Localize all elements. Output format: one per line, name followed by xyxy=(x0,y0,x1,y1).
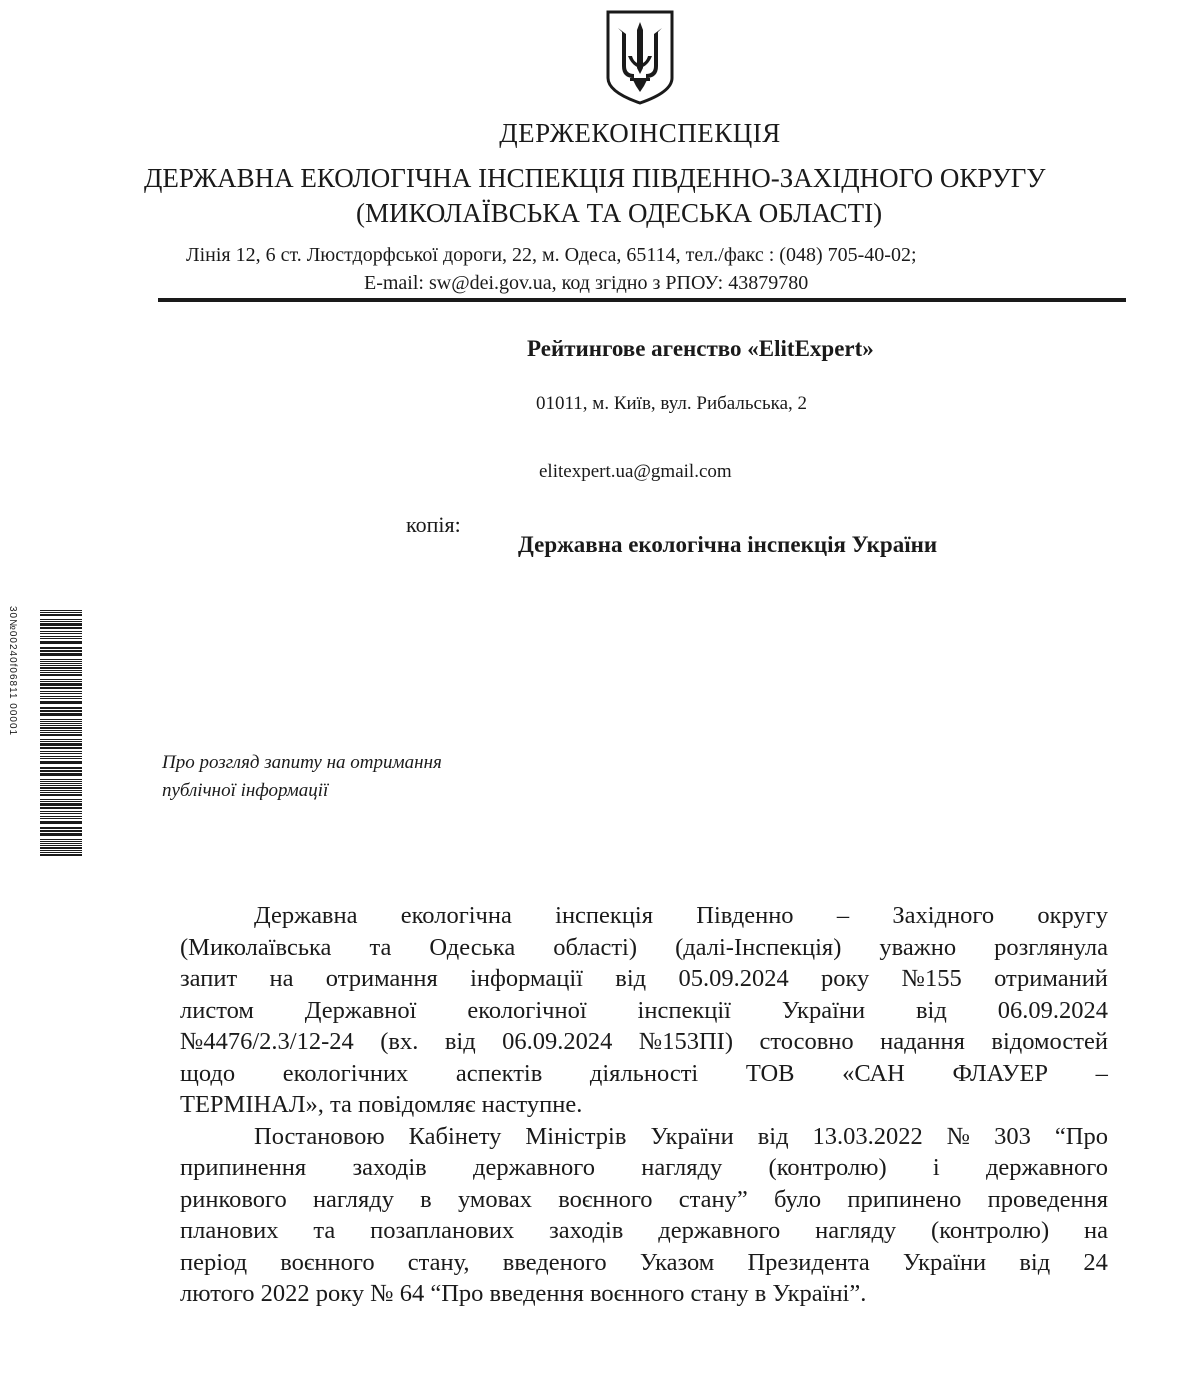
barcode-bar xyxy=(40,730,82,731)
barcode-bar xyxy=(40,683,82,686)
barcode-bar xyxy=(40,841,82,842)
barcode-bar xyxy=(40,813,82,814)
letter-subject xyxy=(162,749,442,805)
body-paragraph-2 xyxy=(180,1121,1108,1310)
barcode-bar xyxy=(40,811,82,812)
copy-recipient: Державна екологічна інспекція України xyxy=(518,532,938,557)
barcode-bar xyxy=(40,670,82,671)
barcode-bar xyxy=(40,610,82,611)
barcode-bar xyxy=(40,687,82,689)
barcode-bar xyxy=(40,619,82,620)
barcode-bar xyxy=(40,734,82,736)
body-line: припинення заходів державного нагляду (контролю) і державного xyxy=(180,1154,1108,1181)
agency-address-line2: E-mail: sw@dei.gov.ua, код згідно з РПОУ: 43879780 xyxy=(364,272,809,294)
barcode-bar xyxy=(40,623,82,626)
barcode-bar xyxy=(40,661,82,662)
barcode-bar xyxy=(40,839,82,840)
barcode-bar xyxy=(40,850,82,851)
barcode-bar xyxy=(40,681,82,682)
barcode-bar xyxy=(40,833,82,836)
barcode-bar xyxy=(40,727,82,729)
barcode-bar xyxy=(40,787,82,789)
recipient-name: Рейтингове агенство «ElitExpert» xyxy=(527,336,874,361)
barcode-bar xyxy=(40,753,82,754)
barcode-bar xyxy=(40,785,82,786)
barcode-bar xyxy=(40,843,82,844)
body-line: ринкового нагляду в умовах воєнного стану” було припинено проведення xyxy=(180,1185,1108,1213)
barcode-bar xyxy=(40,767,82,769)
agency-full-name-line1: ДЕРЖАВНА ЕКОЛОГІЧНА ІНСПЕКЦІЯ ПІВДЕННО-ЗАХІДНОГО ОКРУГУ xyxy=(144,163,1046,193)
agency-full-name-line2: (МИКОЛАЇВСЬКА ТА ОДЕСЬКА ОБЛАСТІ) xyxy=(356,198,883,228)
barcode-bar xyxy=(40,650,82,652)
barcode-bar xyxy=(40,790,82,791)
barcode-bar xyxy=(40,779,82,780)
barcode-bar xyxy=(40,693,82,694)
barcode-bar xyxy=(40,801,82,802)
barcode-bar xyxy=(40,659,82,660)
barcode-bar xyxy=(40,751,82,752)
barcode-bar xyxy=(40,723,82,724)
barcode-bar xyxy=(40,816,82,817)
barcode-bar xyxy=(40,713,82,716)
body-paragraph-1 xyxy=(180,900,1108,1121)
barcode-bar xyxy=(40,756,82,757)
barcode-bar xyxy=(40,719,82,720)
barcode-bar xyxy=(40,674,82,676)
barcode xyxy=(18,606,84,860)
body-line: період воєнного стану, введеного Указом Президента України від 24 xyxy=(180,1248,1108,1276)
barcode-bar xyxy=(40,612,82,613)
barcode-bar xyxy=(40,799,82,800)
body-line: №4476/2.3/12-24 (вх. від 06.09.2024 №153ПІ) стосовно надання відомостей xyxy=(180,1028,1108,1055)
barcode-bar xyxy=(40,663,82,664)
barcode-bar xyxy=(40,845,82,846)
barcode-bar xyxy=(40,852,82,853)
barcode-bar xyxy=(40,761,82,764)
subject-line2: публічної інформації xyxy=(162,780,329,801)
recipient-email: elitexpert.ua@gmail.com xyxy=(539,461,732,482)
subject-line1: Про розгляд запиту на отримання xyxy=(162,752,442,773)
letter-body xyxy=(180,900,1108,1310)
barcode-bar xyxy=(40,725,82,726)
barcode-bar xyxy=(40,758,82,759)
barcode-bar xyxy=(40,792,82,793)
barcode-bar xyxy=(40,627,82,629)
barcode-bar xyxy=(40,691,82,692)
barcode-bar xyxy=(40,794,82,796)
barcode-bar xyxy=(40,710,82,712)
recipient-address: 01011, м. Київ, вул. Рибальська, 2 xyxy=(536,393,808,414)
barcode-bar xyxy=(40,818,82,819)
barcode-bar xyxy=(40,636,82,637)
barcode-bar xyxy=(40,653,82,656)
copy-label: копія: xyxy=(406,512,461,537)
barcode-bar xyxy=(40,854,82,856)
agency-short-name: ДЕРЖЕКОІНСПЕКЦІЯ xyxy=(499,118,781,148)
barcode-bar xyxy=(40,707,82,709)
barcode-bar xyxy=(40,631,82,632)
barcode-bar xyxy=(40,614,82,616)
barcode-bar xyxy=(40,770,82,772)
barcode-bar xyxy=(40,783,82,784)
tryzub-coat-of-arms-icon xyxy=(604,8,676,106)
barcode-bar xyxy=(40,803,82,806)
barcode-bar xyxy=(40,638,82,639)
barcode-bar xyxy=(40,807,82,809)
barcode-bar xyxy=(40,739,82,740)
barcode-bar xyxy=(40,821,82,824)
body-line: Державна екологічна інспекція Південно – Західного округу xyxy=(254,902,1108,929)
barcode-bar xyxy=(40,827,82,829)
barcode-bar xyxy=(40,741,82,742)
barcode-bar xyxy=(40,647,82,649)
barcode-bar xyxy=(40,701,82,704)
barcode-bar xyxy=(40,830,82,832)
body-line: листом Державної екологічної інспекції України від 06.09.2024 xyxy=(180,996,1108,1024)
body-line: запит на отримання інформації від 05.09.2024 року №155 отриманий xyxy=(180,965,1108,992)
barcode-number: 30№00240f06811 00001 xyxy=(7,606,18,737)
barcode-bar xyxy=(40,696,82,697)
barcode-bar xyxy=(40,732,82,733)
body-line: ТЕРМІНАЛ», та повідомляє наступне. xyxy=(180,1091,583,1118)
barcode-bar xyxy=(40,621,82,622)
barcode-bar xyxy=(40,743,82,746)
barcode-bar xyxy=(40,679,82,680)
barcode-bar xyxy=(40,672,82,673)
header-divider xyxy=(158,298,1126,302)
barcode-bar xyxy=(40,781,82,782)
barcode-bar xyxy=(40,667,82,669)
barcode-bar xyxy=(40,773,82,776)
barcode-bar xyxy=(40,721,82,722)
agency-address-line1: Лінія 12, 6 ст. Люстдорфської дороги, 22, м. Одеса, 65114, тел./факс : (048) 705-40-02; xyxy=(186,244,917,266)
body-line: планових та позапланових заходів державного нагляду (контролю) на xyxy=(180,1217,1108,1244)
barcode-bar xyxy=(40,633,82,634)
body-line: лютого 2022 року № 64 “Про введення воєнного стану в Україні”. xyxy=(180,1280,867,1307)
barcode-bar xyxy=(40,641,82,644)
barcode-bar xyxy=(40,698,82,699)
barcode-bar xyxy=(40,747,82,749)
body-line: Постановою Кабінету Міністрів України від 13.03.2022 № 303 “Про xyxy=(254,1122,1108,1150)
barcode-bar xyxy=(40,847,82,849)
body-line: щодо екологічних аспектів діяльності ТОВ «САН ФЛАУЕР – xyxy=(180,1059,1108,1087)
barcode-bar xyxy=(40,665,82,666)
body-line: (Миколаївська та Одеська області) (далі-Інспекція) уважно розглянула xyxy=(180,933,1108,961)
